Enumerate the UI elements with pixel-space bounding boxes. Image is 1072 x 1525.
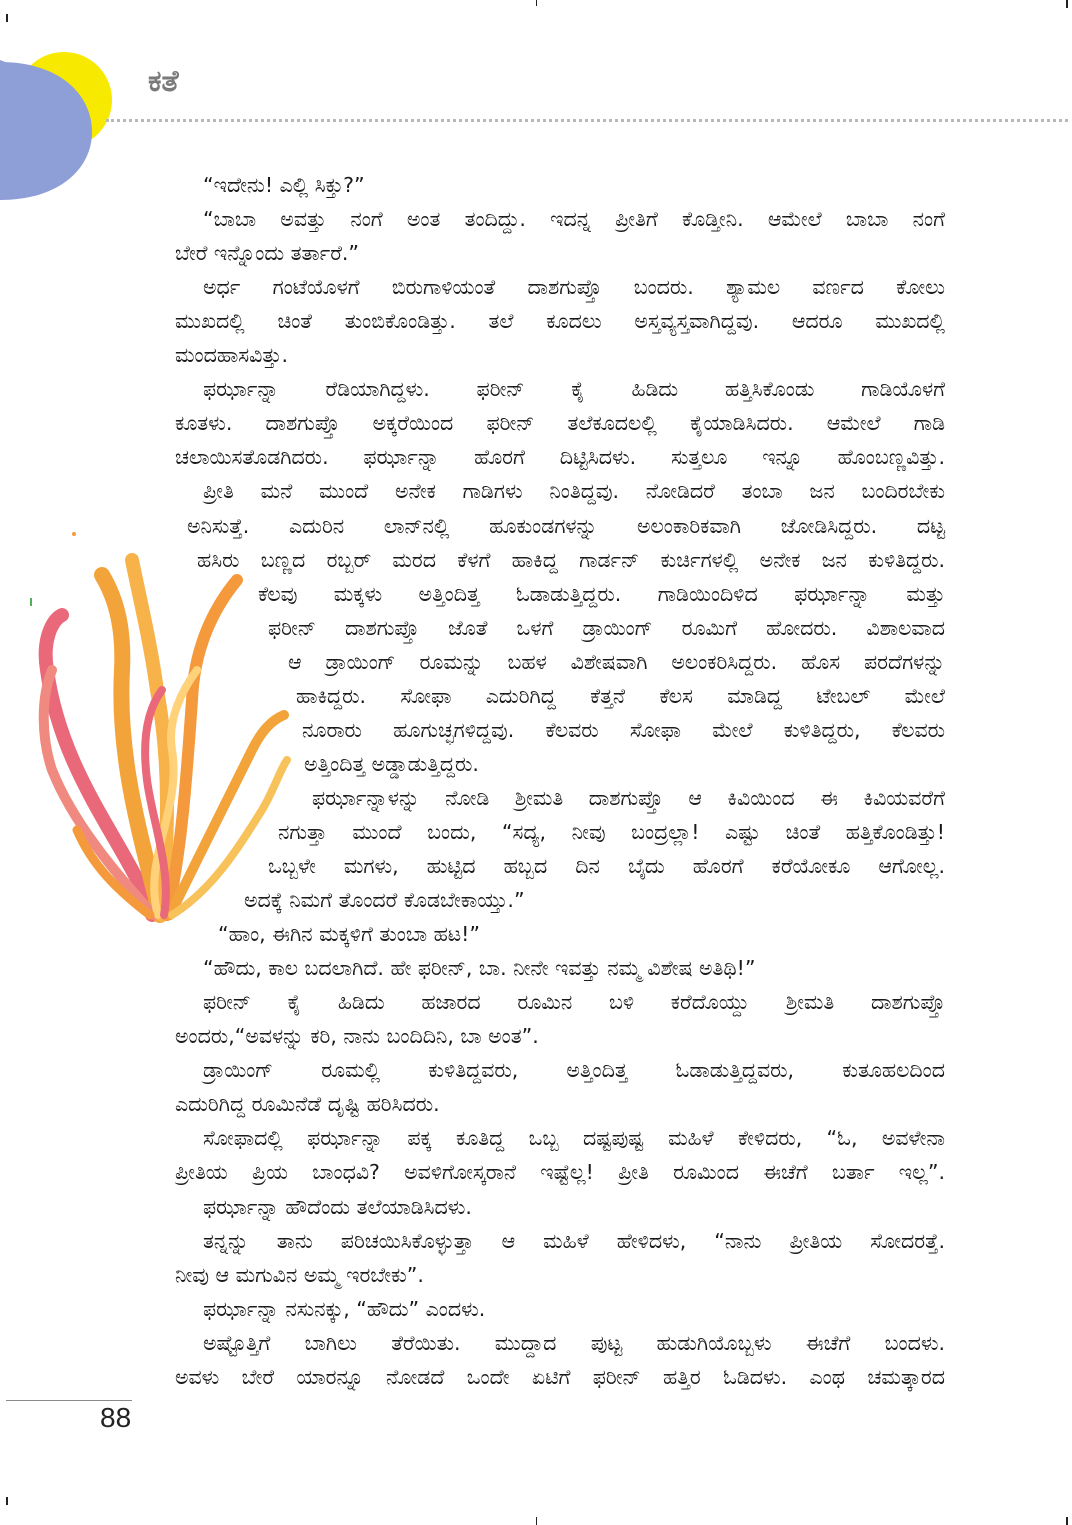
crop-mark-top-right [1066,0,1068,8]
text-line: “ಹೌದು, ಕಾಲ ಬದಲಾಗಿದೆ. ಹೇ ಫರೀನ್, ಬಾ. ನೀನೇ ಇವತ್ತು ನಮ್ಮ ವಿಶೇಷ ಅತಿಥಿ!” [203,956,756,981]
text-line: ಅವಳು ಬೇರೆ ಯಾರನ್ನೂ ನೋಡದೆ ಒಂದೇ ಏಟಿಗೆ ಫರೀನ್ ಹತ್ತಿರ ಓಡಿದಳು. ಎಂಥ ಚಮತ್ಕಾರದ [175,1364,945,1389]
text-line: ಹಸಿರು ಬಣ್ಣದ ರಬ್ಬರ್ ಮರದ ಕೆಳಗೆ ಹಾಕಿದ್ದ ಗಾರ್ಡನ್ ಕುರ್ಚಿಗಳಲ್ಲಿ ಅನೇಕ ಜನ ಕುಳಿತಿದ್ದರು. [197,547,945,572]
text-line: ಫರ್ಝಾನ್ನಾ ರೆಡಿಯಾಗಿದ್ದಳು. ಫರೀನ್ ಕೈ ಹಿಡಿದು ಹತ್ತಿಸಿಕೊಂಡು ಗಾಡಿಯೊಳಗೆ [203,377,945,402]
text-line: ಹಾಕಿದ್ದರು. ಸೋಫಾ ಎದುರಿಗಿದ್ದ ಕೆತ್ತನೆ ಕೆಲಸ ಮಾಡಿದ್ದ ಟೇಬಲ್ ಮೇಲೆ [296,683,945,708]
text-line: ಪ್ರೀತಿಯ ಪ್ರಿಯ ಬಾಂಧವಿ? ಅವಳಿಗೋಸ್ಕರಾನೆ ಇಷ್ಟೆಲ್ಲ! ಪ್ರೀತಿ ರೂಮಿಂದ ಈಚೆಗೆ ಬರ್ತಾ ಇಲ್ಲ”. [175,1160,945,1185]
text-line: ನಗುತ್ತಾ ಮುಂದೆ ಬಂದು, “ಸದ್ಯ, ನೀವು ಬಂದ್ರಲ್ಲಾ! ಎಷ್ಟು ಚಿಂತೆ ಹತ್ತಿಕೊಂಡಿತ್ತು! [278,819,945,844]
page-number: 88 [100,1402,132,1433]
text-line: ಅಂದರು,“ಅವಳನ್ನು ಕರಿ, ನಾನು ಬಂದಿದಿನಿ, ಬಾ ಅಂತ”. [175,1024,539,1049]
text-line: ಮುಖದಲ್ಲಿ ಚಿಂತೆ ತುಂಬಿಕೊಂಡಿತ್ತು. ತಲೆ ಕೂದಲು ಅಸ್ತವ್ಯಸ್ತವಾಗಿದ್ದವು. ಆದರೂ ಮುಖದಲ್ಲಿ [175,309,945,334]
text-line: ನೂರಾರು ಹೂಗುಚ್ಛಗಳಿದ್ದವು. ಕೆಲವರು ಸೋಫಾ ಮೇಲೆ ಕುಳಿತಿದ್ದರು, ಕೆಲವರು [302,717,945,742]
flame-illustration [22,520,292,930]
crop-mark-bottom-right [1066,1517,1068,1525]
text-line: ತನ್ನನ್ನು ತಾನು ಪರಿಚಯಿಸಿಕೊಳ್ಳುತ್ತಾ ಆ ಮಹಿಳೆ ಹೇಳಿದಳು, “ನಾನು ಪ್ರೀತಿಯ ಸೋದರತ್ತೆ. [203,1228,945,1253]
text-line: ಸೋಫಾದಲ್ಲಿ ಫರ್ಝಾನ್ನಾ ಪಕ್ಕ ಕೂತಿದ್ದ ಒಬ್ಬ ದಷ್ಟಪುಷ್ಟ ಮಹಿಳೆ ಕೇಳಿದರು, “ಓ, ಅವಳೇನಾ [203,1126,945,1151]
text-line: ಕೂತಳು. ದಾಶಗುಪ್ತೊ ಅಕ್ಕರೆಯಿಂದ ಫರೀನ್ ತಲೆಕೂದಲಲ್ಲಿ ಕೈಯಾಡಿಸಿದರು. ಆಮೇಲೆ ಗಾಡಿ [175,411,945,436]
text-line: ಫರೀನ್ ಕೈ ಹಿಡಿದು ಹಜಾರದ ರೂಮಿನ ಬಳಿ ಕರೆದೊಯ್ದು ಶ್ರೀಮತಿ ದಾಶಗುಪ್ತೊ [203,990,945,1015]
text-line: ಫರ್ಝಾನ್ನಾಳನ್ನು ನೋಡಿ ಶ್ರೀಮತಿ ದಾಶಗುಪ್ತೊ ಆ ಕಿವಿಯಿಂದ ಈ ಕಿವಿಯವರೆಗೆ [312,785,945,810]
crop-mark-top-left [6,14,8,22]
crop-mark-bottom-center [536,1517,537,1525]
text-line: ಡ್ರಾಯಿಂಗ್ ರೂಮಲ್ಲಿ ಕುಳಿತಿದ್ದವರು, ಅತ್ತಿಂದಿತ್ತ ಓಡಾಡುತ್ತಿದ್ದವರು, ಕುತೂಹಲದಿಂದ [203,1058,945,1083]
header-circles-decoration [0,50,120,210]
text-line: “ಹಾಂ, ಈಗಿನ ಮಕ್ಕಳಿಗೆ ತುಂಬಾ ಹಟ!” [218,922,481,947]
text-line: ಚಲಾಯಿಸತೊಡಗಿದರು. ಫರ್ಝಾನ್ನಾ ಹೊರಗೆ ದಿಟ್ಟಿಸಿದಳು. ಸುತ್ತಲೂ ಇನ್ನೂ ಹೊಂಬಣ್ಣವಿತ್ತು. [175,445,945,470]
section-title: ಕತೆ [148,64,179,99]
header-dotted-rule [106,119,1068,122]
text-line: “ಬಾಬಾ ಅವತ್ತು ನಂಗೆ ಅಂತ ತಂದಿದ್ದು. ಇದನ್ನ ಪ್ರೀತಿಗೆ ಕೊಡ್ತೀನಿ. ಆಮೇಲೆ ಬಾಬಾ ನಂಗೆ [203,207,945,232]
text-line: ಅರ್ಧ ಗಂಟೆಯೊಳಗೆ ಬಿರುಗಾಳಿಯಂತೆ ದಾಶಗುಪ್ತೊ ಬಂದರು. ಶ್ಯಾಮಲ ವರ್ಣದ ಕೋಲು [203,275,945,300]
text-line: ಅದಕ್ಕೆ ನಿಮಗೆ ತೊಂದರೆ ಕೊಡಬೇಕಾಯ್ತು.” [244,888,525,912]
text-line: “ಇದೇನು! ಎಲ್ಲಿ ಸಿಕ್ತು?” [203,173,365,197]
crop-mark-bottom-left [6,1497,8,1505]
footer-rule [6,1400,132,1401]
text-line: ಅತ್ತಿಂದಿತ್ತ ಅಡ್ಡಾಡುತ್ತಿದ್ದರು. [304,751,479,776]
text-line: ಅಷ್ಟೊತ್ತಿಗೆ ಬಾಗಿಲು ತೆರೆಯಿತು. ಮುದ್ದಾದ ಪುಟ್ಟ ಹುಡುಗಿಯೊಬ್ಬಳು ಈಚೆಗೆ ಬಂದಳು. [203,1330,945,1355]
text-line: ಆ ಡ್ರಾಯಿಂಗ್ ರೂಮನ್ನು ಬಹಳ ವಿಶೇಷವಾಗಿ ಅಲಂಕರಿಸಿದ್ದರು. ಹೊಸ ಪರದೆಗಳನ್ನು [288,649,945,674]
text-line: ಒಬ್ಬಳೇ ಮಗಳು, ಹುಟ್ಟಿದ ಹಬ್ಬದ ದಿನ ಬೈದು ಹೊರಗೆ ಕರೆಯೋಕೂ ಆಗೋಲ್ಲ. [268,854,945,878]
crop-mark-top-center [536,0,537,6]
text-line: ಫರೀನ್ ದಾಶಗುಪ್ತೊ ಜೊತೆ ಒಳಗೆ ಡ್ರಾಯಿಂಗ್ ರೂಮಿಗೆ ಹೋದರು. ವಿಶಾಲವಾದ [268,615,945,640]
text-line: ಬೇರೆ ಇನ್ನೊಂದು ತರ್ತಾರೆ.” [175,241,360,266]
text-line: ಫರ್ಝಾನ್ನಾ ನಸುನಕ್ಕು, “ಹೌದು” ಎಂದಳು. [203,1296,486,1321]
text-line: ಫರ್ಝಾನ್ನಾ ಹೌದೆಂದು ತಲೆಯಾಡಿಸಿದಳು. [203,1194,472,1219]
text-line: ಎದುರಿಗಿದ್ದ ರೂಮಿನೆಡೆ ದೃಷ್ಟಿ ಹರಿಸಿದರು. [175,1092,440,1117]
text-line: ಅನಿಸುತ್ತೆ. ಎದುರಿನ ಲಾನ್‌ನಲ್ಲಿ ಹೂಕುಂಡಗಳನ್ನು ಅಲಂಕಾರಿಕವಾಗಿ ಜೋಡಿಸಿದ್ದರು. ದಟ್ಟ [187,513,945,538]
text-line: ನೀವು ಆ ಮಗುವಿನ ಅಮ್ಮ ಇರಬೇಕು”. [175,1262,424,1287]
text-line: ಪ್ರೀತಿ ಮನೆ ಮುಂದೆ ಅನೇಕ ಗಾಡಿಗಳು ನಿಂತಿದ್ದವು. ನೋಡಿದರೆ ತಂಬಾ ಜನ ಬಂದಿರಬೇಕು [203,479,945,504]
text-line: ಕೆಲವು ಮಕ್ಕಳು ಅತ್ತಿಂದಿತ್ತ ಓಡಾಡುತ್ತಿದ್ದರು. ಗಾಡಿಯಿಂದಿಳಿದ ಫರ್ಝಾನ್ನಾ ಮತ್ತು [258,581,945,606]
text-line: ಮಂದಹಾಸವಿತ್ತು. [175,343,289,368]
